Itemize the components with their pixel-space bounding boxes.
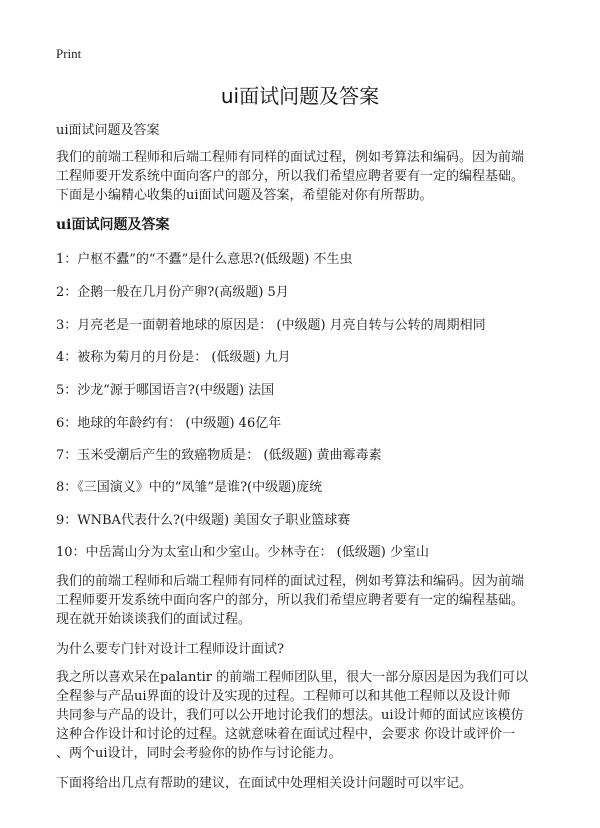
qa-item: 7：玉米受潮后产生的致癌物质是： (低级题) 黄曲霉毒素: [56, 448, 382, 463]
intro-paragraph: [56, 148, 556, 205]
qa-item: 9：WNBA代表什么?(中级题) 美国女子职业篮球赛: [56, 513, 351, 528]
paragraph-line: 我们的前端工程师和后端工程师有同样的面试过程，例如考算法和编码。因为前端: [56, 574, 525, 589]
question-heading: 为什么要专门针对设计工程师设计面试?: [56, 642, 284, 657]
paragraph-line: 、两个ui设计，同时会考验你的协作与讨论能力。: [56, 746, 342, 761]
paragraph-line: 这种合作设计和讨论的过程。这就意味着在面试过程中，会要求 你设计或评价一: [56, 727, 516, 742]
qa-item: 4：被称为菊月的月份是： (低级题) 九月: [56, 350, 291, 365]
qa-item: 2：企鹅一般在几月份产卵?(高级题) 5月: [56, 285, 289, 300]
paragraph-line: 全程参与产品ui界面的设计及实现的过程。工程师可以和其他工程师以及设计师: [56, 689, 511, 704]
paragraph-line: 现在就开始谈谈我们的面试过程。: [56, 612, 252, 627]
closing-line: 下面将给出几点有帮助的建议，在面试中处理相关设计问题时可以牢记。: [56, 776, 473, 791]
qa-item: 5：沙龙”源于哪国语言?(中级题) 法国: [56, 383, 275, 398]
process-paragraph: [56, 572, 556, 629]
intro-line: 下面是小编精心收集的ui面试问题及答案，希望能对你有所帮助。: [56, 188, 433, 203]
page-subtitle: ui面试问题及答案: [56, 123, 160, 138]
qa-item: 8：《三国演义》中的“凤雏”是谁?(中级题)庞统: [56, 480, 323, 495]
qa-item: 3：月亮老是一面朝着地球的原因是： (中级题) 月亮自转与公转的周期相同: [56, 318, 486, 333]
qa-item: 6：地球的年龄约有： (中级题) 46亿年: [56, 416, 282, 431]
intro-line: 工程师要开发系统中面向客户的部分，所以我们希望应聘者要有一定的编程基础。: [56, 169, 525, 184]
paragraph-line: 共同参与产品的设计，我们可以公开地讨论我们的想法。ui设计师的面试应该模仿: [56, 708, 524, 723]
reason-paragraph: [56, 668, 556, 763]
section-heading: ui面试问题及答案: [56, 217, 170, 233]
paragraph-line: 工程师要开发系统中面向客户的部分，所以我们希望应聘者要有一定的编程基础。: [56, 593, 525, 608]
page-title: ui面试问题及答案: [220, 84, 380, 108]
qa-item: 10：中岳嵩山分为太室山和少室山。少林寺在： (低级题) 少室山: [56, 545, 429, 560]
paragraph-line: 我之所以喜欢呆在palantir 的前端工程师团队里，很大一部分原因是因为我们可以: [56, 670, 529, 685]
intro-line: 我们的前端工程师和后端工程师有同样的面试过程，例如考算法和编码。因为前端: [56, 150, 525, 165]
print-label[interactable]: Print: [56, 46, 82, 61]
qa-item: 1：户枢不蠹”的“不蠹”是什么意思?(低级题) 不生虫: [56, 252, 353, 267]
